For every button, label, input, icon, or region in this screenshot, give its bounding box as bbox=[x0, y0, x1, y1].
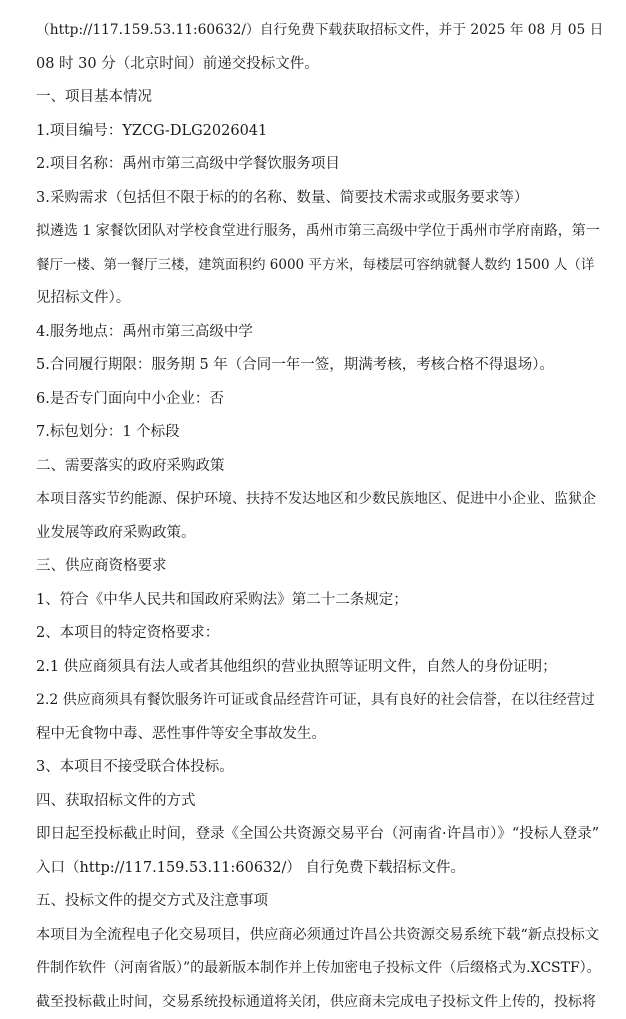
obtain-docs-line-1: 即日起至投标截止时间，登录《全国公共资源交易平台（河南省·许昌市）》“投标人登录” bbox=[36, 818, 598, 852]
submission-line-3: 截至投标截止时间，交易系统投标通道将关闭，供应商未完成电子投标文件上传的，投标将 bbox=[36, 986, 598, 1019]
qualification-2-2-line-2: 程中无食物中毒、恶性事件等安全事故发生。 bbox=[36, 718, 598, 752]
procurement-demand-line-1: 拟遴选 1 家餐饮团队对学校食堂进行服务，禹州市第三高级中学位于禹州市学府南路，第一 bbox=[36, 215, 598, 249]
section-heading-1: 一、项目基本情况 bbox=[36, 81, 598, 115]
section-heading-4: 四、获取招标文件的方式 bbox=[36, 785, 598, 819]
contract-period: 5.合同履行期限：服务期 5 年（合同一年一签，期满考核，考核合格不得退场）。 bbox=[36, 349, 598, 383]
text-line-2: 08 时 30 分（北京时间）前递交投标文件。 bbox=[36, 48, 598, 82]
procurement-demand-line-2: 餐厅一楼、第一餐厅三楼，建筑面积约 6000 平方米，每楼层可容纳就餐人数约 1500 人（详 bbox=[36, 249, 598, 283]
procurement-demand-line-3: 见招标文件）。 bbox=[36, 282, 598, 316]
procurement-demand-heading: 3.采购需求（包括但不限于标的的名称、数量、简要技术需求或服务要求等） bbox=[36, 182, 598, 216]
obtain-docs-line-2: 入口（http://117.159.53.11:60632/） 自行免费下载招标文件。 bbox=[36, 852, 598, 886]
text-line-1: （http://117.159.53.11:60632/）自行免费下载获取招标文件，并于 2025 年 08 月 05 日 bbox=[36, 14, 598, 48]
section-heading-2: 二、需要落实的政府采购政策 bbox=[36, 450, 598, 484]
policy-line-2: 业发展等政府采购政策。 bbox=[36, 517, 598, 551]
section-heading-5: 五、投标文件的提交方式及注意事项 bbox=[36, 885, 598, 919]
project-name: 2.项目名称：禹州市第三高级中学餐饮服务项目 bbox=[36, 148, 598, 182]
submission-line-2: 件制作软件（河南省版）”的最新版本制作并上传加密电子投标文件（后缀格式为.XCSTF）。 bbox=[36, 952, 598, 986]
project-number: 1.项目编号：YZCG-DLG2026041 bbox=[36, 115, 598, 149]
service-location: 4.服务地点：禹州市第三高级中学 bbox=[36, 316, 598, 350]
lot-division: 7.标包划分：1 个标段 bbox=[36, 416, 598, 450]
section-heading-3: 三、供应商资格要求 bbox=[36, 550, 598, 584]
qualification-2-2-line-1: 2.2 供应商须具有餐饮服务许可证或食品经营许可证，具有良好的社会信誉，在以往经营过 bbox=[36, 684, 598, 718]
sme-only: 6.是否专门面向中小企业：否 bbox=[36, 383, 598, 417]
qualification-3: 3、本项目不接受联合体投标。 bbox=[36, 751, 598, 785]
policy-line-1: 本项目落实节约能源、保护环境、扶持不发达地区和少数民族地区、促进中小企业、监狱企 bbox=[36, 483, 598, 517]
qualification-1: 1、符合《中华人民共和国政府采购法》第二十二条规定； bbox=[36, 584, 598, 618]
qualification-2-1: 2.1 供应商须具有法人或者其他组织的营业执照等证明文件，自然人的身份证明； bbox=[36, 651, 598, 685]
submission-line-1: 本项目为全流程电子化交易项目，供应商必须通过许昌公共资源交易系统下载“新点投标文 bbox=[36, 919, 598, 953]
qualification-2: 2、本项目的特定资格要求： bbox=[36, 617, 598, 651]
